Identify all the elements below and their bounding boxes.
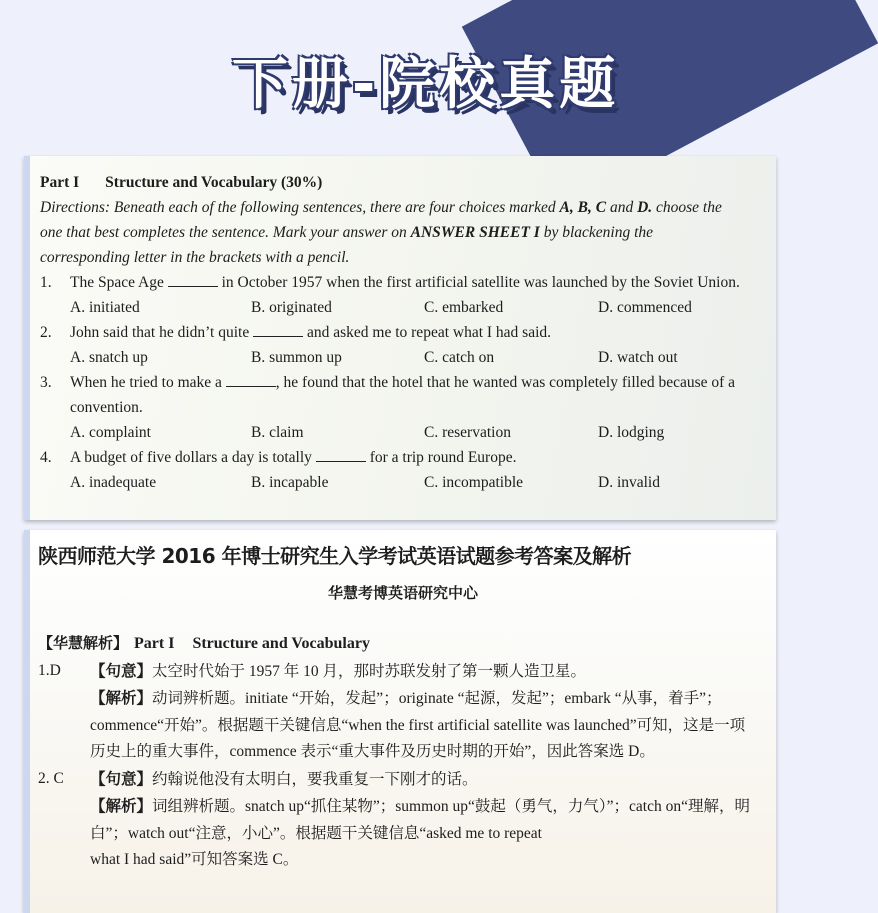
meaning-line — [90, 766, 750, 794]
question-text: The Space Age — [70, 274, 168, 291]
answer-blank — [253, 322, 303, 337]
question-number: 1. — [40, 274, 52, 291]
meaning-tag: 【句意】 — [90, 661, 153, 680]
answer-body — [38, 630, 750, 868]
analysis-text: 动词辨析题。initiate “开始，发起”；originate “起源，发起”；embark “从事，着手”；commence“开始”。根据题干关键信息“when the first artificial satellite was launched”可知，这是一项历史上的重大事件，commence 表示“重大事件及历史时期的开始”，因此答案选 D。 — [90, 690, 746, 760]
option-d: D. watch out — [598, 349, 678, 366]
section-title: Structure and Vocabulary — [192, 635, 370, 652]
analysis-tag: 【解析】 — [90, 797, 153, 815]
part-heading — [40, 170, 746, 195]
analysis-line — [90, 793, 750, 847]
option-c: C. incompatible — [424, 474, 524, 491]
answer-item-1 — [38, 658, 750, 766]
part-label: Part I — [40, 174, 80, 191]
option-a: A. complaint — [70, 424, 151, 441]
analysis-cut-line: what I had said”可知答案选 C。 — [90, 851, 299, 868]
answer-number: 2. C — [38, 769, 64, 787]
question-4 — [40, 445, 746, 470]
directions-bold-1: A, B, C — [559, 199, 607, 216]
question-number: 3. — [40, 374, 52, 391]
option-d: D. invalid — [598, 474, 660, 491]
directions-text-2: and — [606, 199, 638, 216]
question-text: and asked me to repeat what I had said. — [303, 324, 552, 341]
option-d: D. commenced — [598, 299, 692, 316]
question-number: 2. — [40, 324, 52, 341]
exam-content — [40, 170, 746, 491]
option-b: B. claim — [251, 424, 304, 441]
directions-bold-2: D. — [637, 199, 653, 216]
answer-subtitle: 华慧考博英语研究中心 — [327, 584, 478, 602]
question-2-options — [40, 345, 746, 370]
question-text: When he tried to make a — [70, 374, 226, 391]
answer-key-card — [24, 530, 776, 913]
directions-bold-3: ANSWER SHEET I — [410, 224, 540, 241]
question-text: in October 1957 when the first artificial satellite was launched by the Soviet Union. — [217, 274, 740, 291]
option-c: C. reservation — [424, 424, 511, 441]
answer-blank — [226, 372, 276, 387]
directions-text-4: by blackening the corresponding letter in the brackets with a pencil. — [40, 224, 654, 266]
directions-text-1: Directions: Beneath each of the following sentences, there are four choices marked — [40, 199, 560, 216]
question-text: A budget of five dollars a day is totally — [70, 449, 316, 466]
analysis-line — [90, 685, 750, 766]
answer-number: 1.D — [38, 661, 61, 679]
analysis-text: 词组辨析题。snatch up“抓住某物”；summon up“鼓起（勇气，力气）”；catch on“理解，明白”；watch out“注意，小心”。根据题干关键信息“asked me to repeat — [90, 798, 750, 842]
question-4-options — [40, 470, 746, 491]
meaning-line — [90, 658, 750, 686]
answer-title: 陕西师范大学 2016 年博士研究生入学考试英语试题参考答案及解析 — [38, 544, 632, 568]
option-d: D. lodging — [598, 424, 665, 441]
question-3 — [40, 370, 746, 420]
option-c: C. embarked — [424, 299, 504, 316]
option-b: B. originated — [251, 299, 332, 316]
question-text: John said that he didn’t quite — [70, 324, 254, 341]
section-part: Part I — [134, 635, 175, 652]
question-number: 4. — [40, 449, 52, 466]
answer-item-2 — [38, 766, 750, 848]
option-c: C. catch on — [424, 349, 495, 366]
part-title: Structure and Vocabulary (30%) — [105, 174, 323, 191]
question-1 — [40, 270, 746, 295]
meaning-text: 太空时代始于 1957 年 10 月，那时苏联发射了第一颗人造卫星。 — [152, 662, 587, 680]
answer-blank — [168, 272, 218, 287]
analysis-tag: 【解析】 — [90, 689, 153, 707]
option-a: A. snatch up — [70, 349, 148, 366]
directions-text-3: choose the one that best completes the sentence. Mark your answer on — [40, 199, 722, 241]
option-a: A. inadequate — [70, 474, 157, 491]
option-b: B. incapable — [251, 474, 329, 491]
question-3-options — [40, 420, 746, 445]
directions — [40, 195, 746, 270]
option-b: B. summon up — [251, 349, 342, 366]
banner-title: 下册-院校真题 — [232, 52, 620, 117]
option-a: A. initiated — [70, 299, 140, 316]
meaning-text: 约翰说他没有太明白，要我重复一下刚才的话。 — [152, 770, 478, 788]
meaning-tag: 【句意】 — [90, 769, 153, 788]
section-heading — [38, 630, 750, 658]
question-text: for a trip round Europe. — [365, 449, 517, 466]
question-text: , he found that the hotel that he wanted was completely filled because of a convention. — [70, 374, 736, 416]
question-1-options — [40, 295, 746, 320]
answer-blank — [316, 447, 366, 462]
question-2 — [40, 320, 746, 345]
section-tag: 【华慧解析】 — [38, 634, 129, 652]
exam-paper-card — [24, 156, 776, 520]
